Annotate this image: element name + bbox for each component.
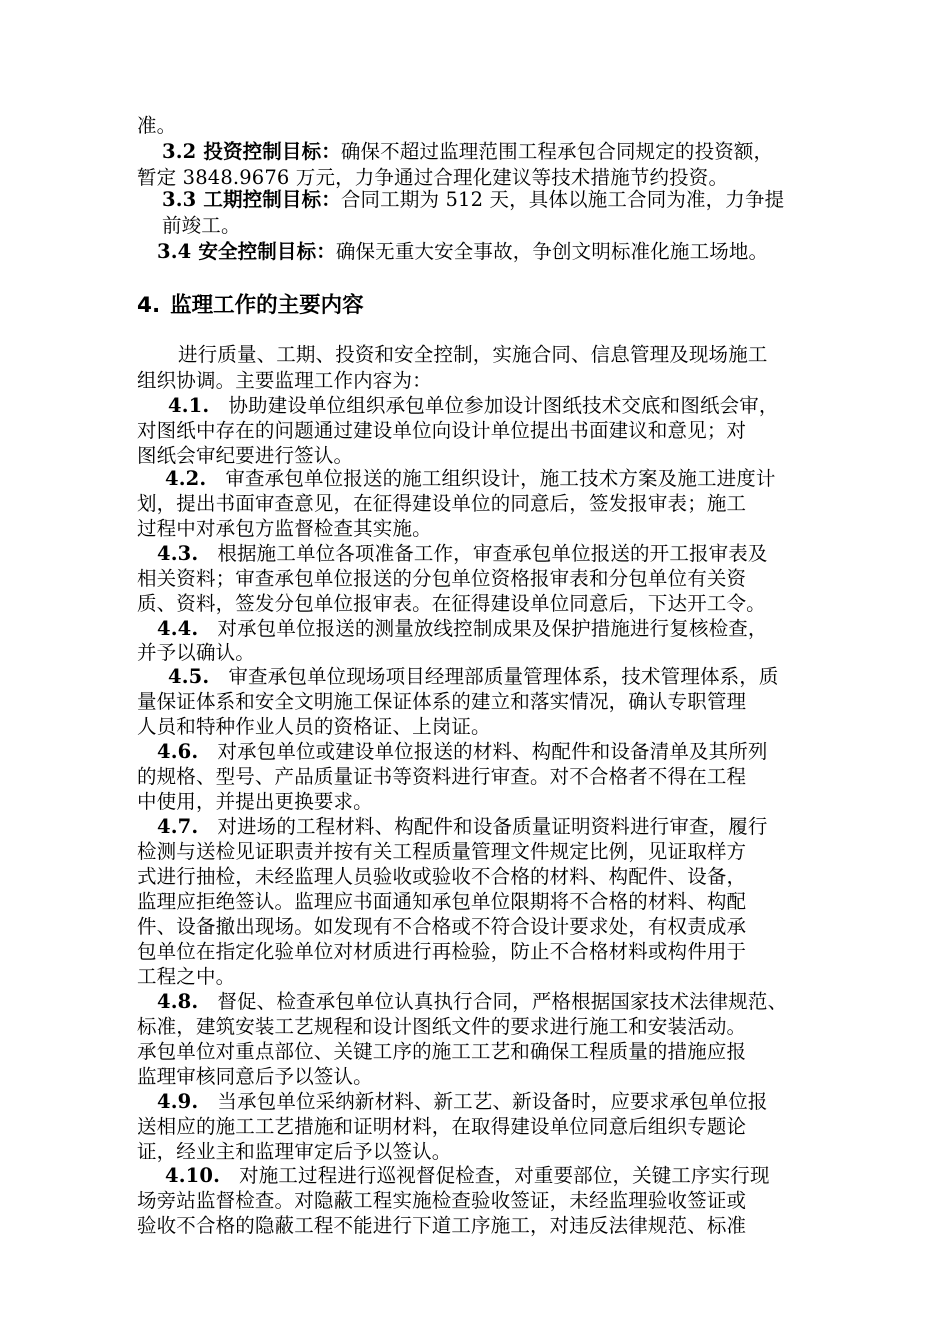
item-4-7-line-2: 检测与送检见证职责并按有关工程质量管理文件规定比例，见证取样方 bbox=[137, 840, 747, 863]
section-title: 监理工作的主要内容 bbox=[170, 293, 364, 318]
target-3-2-label: 3.2 投资控制目标： bbox=[162, 140, 341, 163]
item-4-10-line-1: 4.10. 对施工过程进行巡视督促检查，对重要部位，关键工序实行现 bbox=[165, 1164, 770, 1187]
item-4-9-number: 4.9. bbox=[157, 1090, 199, 1113]
item-4-3-line-2: 相关资料；审查承包单位报送的分包单位资格报审表和分包单位有关资 bbox=[137, 567, 747, 590]
target-3-3-line-2: 前竣工。 bbox=[162, 214, 241, 237]
item-4-8-line-4: 监理审核同意后予以签认。 bbox=[137, 1065, 373, 1088]
item-4-1-line-3: 图纸会审纪要进行签认。 bbox=[137, 444, 354, 467]
target-3-3-label: 3.3 工期控制目标： bbox=[162, 188, 341, 211]
item-4-7-line-7: 工程之中。 bbox=[137, 965, 236, 988]
item-4-1-line-2: 对图纸中存在的问题通过建设单位向设计单位提出书面建议和意见；对 bbox=[137, 419, 747, 442]
item-4-4-number: 4.4. bbox=[157, 617, 199, 640]
item-4-5-line-1: 4.5. 审查承包单位现场项目经理部质量管理体系，技术管理体系，质 bbox=[168, 665, 779, 688]
section-number: 4. bbox=[137, 293, 161, 318]
item-4-4-line-2: 并予以确认。 bbox=[137, 641, 255, 664]
item-4-10-line-3: 验收不合格的隐蔽工程不能进行下道工序施工，对违反法律规范、标准 bbox=[137, 1214, 747, 1237]
intro-line-1: 进行质量、工期、投资和安全控制，实施合同、信息管理及现场施工 bbox=[178, 343, 768, 366]
item-4-6-line-3: 中使用，并提出更换要求。 bbox=[137, 790, 373, 813]
item-4-3-line-3: 质、资料，签发分包单位报审表。在征得建设单位同意后，下达开工令。 bbox=[137, 592, 766, 615]
item-4-10-number: 4.10. bbox=[165, 1164, 221, 1187]
target-3-2-line-1: 3.2 投资控制目标：确保不超过监理范围工程承包合同规定的投资额， bbox=[162, 140, 774, 163]
item-4-8-line-1: 4.8. 督促、检查承包单位认真执行合同，严格根据国家技术法律规范、 bbox=[157, 990, 788, 1013]
item-4-1-line-1: 4.1. 协助建设单位组织承包单位参加设计图纸技术交底和图纸会审， bbox=[168, 394, 779, 417]
item-4-6-line-2: 的规格、型号、产品质量证书等资料进行审查。对不合格者不得在工程 bbox=[137, 765, 747, 788]
item-4-2-line-1: 4.2. 审查承包单位报送的施工组织设计，施工技术方案及施工进度计 bbox=[165, 467, 776, 490]
item-4-9-line-2: 送相应的施工工艺措施和证明材料，在取得建设单位同意后组织专题论 bbox=[137, 1115, 747, 1138]
item-4-6-line-1: 4.6. 对承包单位或建设单位报送的材料、构配件和设备清单及其所列 bbox=[157, 740, 768, 763]
item-4-7-line-6: 包单位在指定化验单位对材质进行再检验，防止不合格材料或构件用于 bbox=[137, 940, 747, 963]
top-fragment: 准。 bbox=[137, 114, 177, 137]
item-4-2-line-2: 划，提出书面审查意见，在征得建设单位的同意后，签发报审表；施工 bbox=[137, 492, 747, 515]
item-4-8-line-2: 标准，建筑安装工艺规程和设计图纸文件的要求进行施工和安装活动。 bbox=[137, 1015, 747, 1038]
item-4-7-line-1: 4.7. 对进场的工程材料、构配件和设备质量证明资料进行审查，履行 bbox=[157, 815, 768, 838]
intro-line-2: 组织协调。主要监理工作内容为： bbox=[137, 369, 432, 392]
item-4-5-number: 4.5. bbox=[168, 665, 210, 688]
item-4-5-line-3: 人员和特种作业人员的资格证、上岗证。 bbox=[137, 715, 491, 738]
item-4-2-number: 4.2. bbox=[165, 467, 207, 490]
item-4-9-line-3: 证，经业主和监理审定后予以签认。 bbox=[137, 1140, 452, 1163]
item-4-2-line-3: 过程中对承包方监督检查其实施。 bbox=[137, 517, 432, 540]
item-4-7-number: 4.7. bbox=[157, 815, 199, 838]
item-4-10-line-2: 场旁站监督检查。对隐蔽工程实施检查验收签证，未经监理验收签证或 bbox=[137, 1189, 747, 1212]
section-heading bbox=[137, 292, 364, 320]
item-4-5-line-2: 量保证体系和安全文明施工保证体系的建立和落实情况，确认专职管理 bbox=[137, 690, 747, 713]
item-4-3-number: 4.3. bbox=[157, 542, 199, 565]
item-4-7-line-4: 监理应拒绝签认。监理应书面通知承包单位限期将不合格的材料、构配 bbox=[137, 890, 747, 913]
item-4-7-line-3: 式进行抽检，未经监理人员验收或验收不合格的材料、构配件、设备， bbox=[137, 865, 747, 888]
target-3-2-line-2: 暂定 3848.9676 万元，力争通过合理化建议等技术措施节约投资。 bbox=[137, 166, 729, 189]
item-4-3-line-1: 4.3. 根据施工单位各项准备工作，审查承包单位报送的开工报审表及 bbox=[157, 542, 768, 565]
target-3-4-line-1: 3.4 安全控制目标：确保无重大安全事故，争创文明标准化施工场地。 bbox=[157, 240, 769, 263]
item-4-4-line-1: 4.4. 对承包单位报送的测量放线控制成果及保护措施进行复核检查， bbox=[157, 617, 768, 640]
item-4-8-line-3: 承包单位对重点部位、关键工序的施工工艺和确保工程质量的措施应报 bbox=[137, 1040, 747, 1063]
item-4-7-line-5: 件、设备撤出现场。如发现有不合格或不符合设计要求处，有权责成承 bbox=[137, 915, 747, 938]
item-4-9-line-1: 4.9. 当承包单位采纳新材料、新工艺、新设备时，应要求承包单位报 bbox=[157, 1090, 768, 1113]
item-4-1-number: 4.1. bbox=[168, 394, 210, 417]
item-4-6-number: 4.6. bbox=[157, 740, 199, 763]
target-3-4-label: 3.4 安全控制目标： bbox=[157, 240, 336, 263]
item-4-8-number: 4.8. bbox=[157, 990, 199, 1013]
target-3-3-line-1: 3.3 工期控制目标：合同工期为 512 天，具体以施工合同为准，力争提 bbox=[162, 188, 785, 211]
